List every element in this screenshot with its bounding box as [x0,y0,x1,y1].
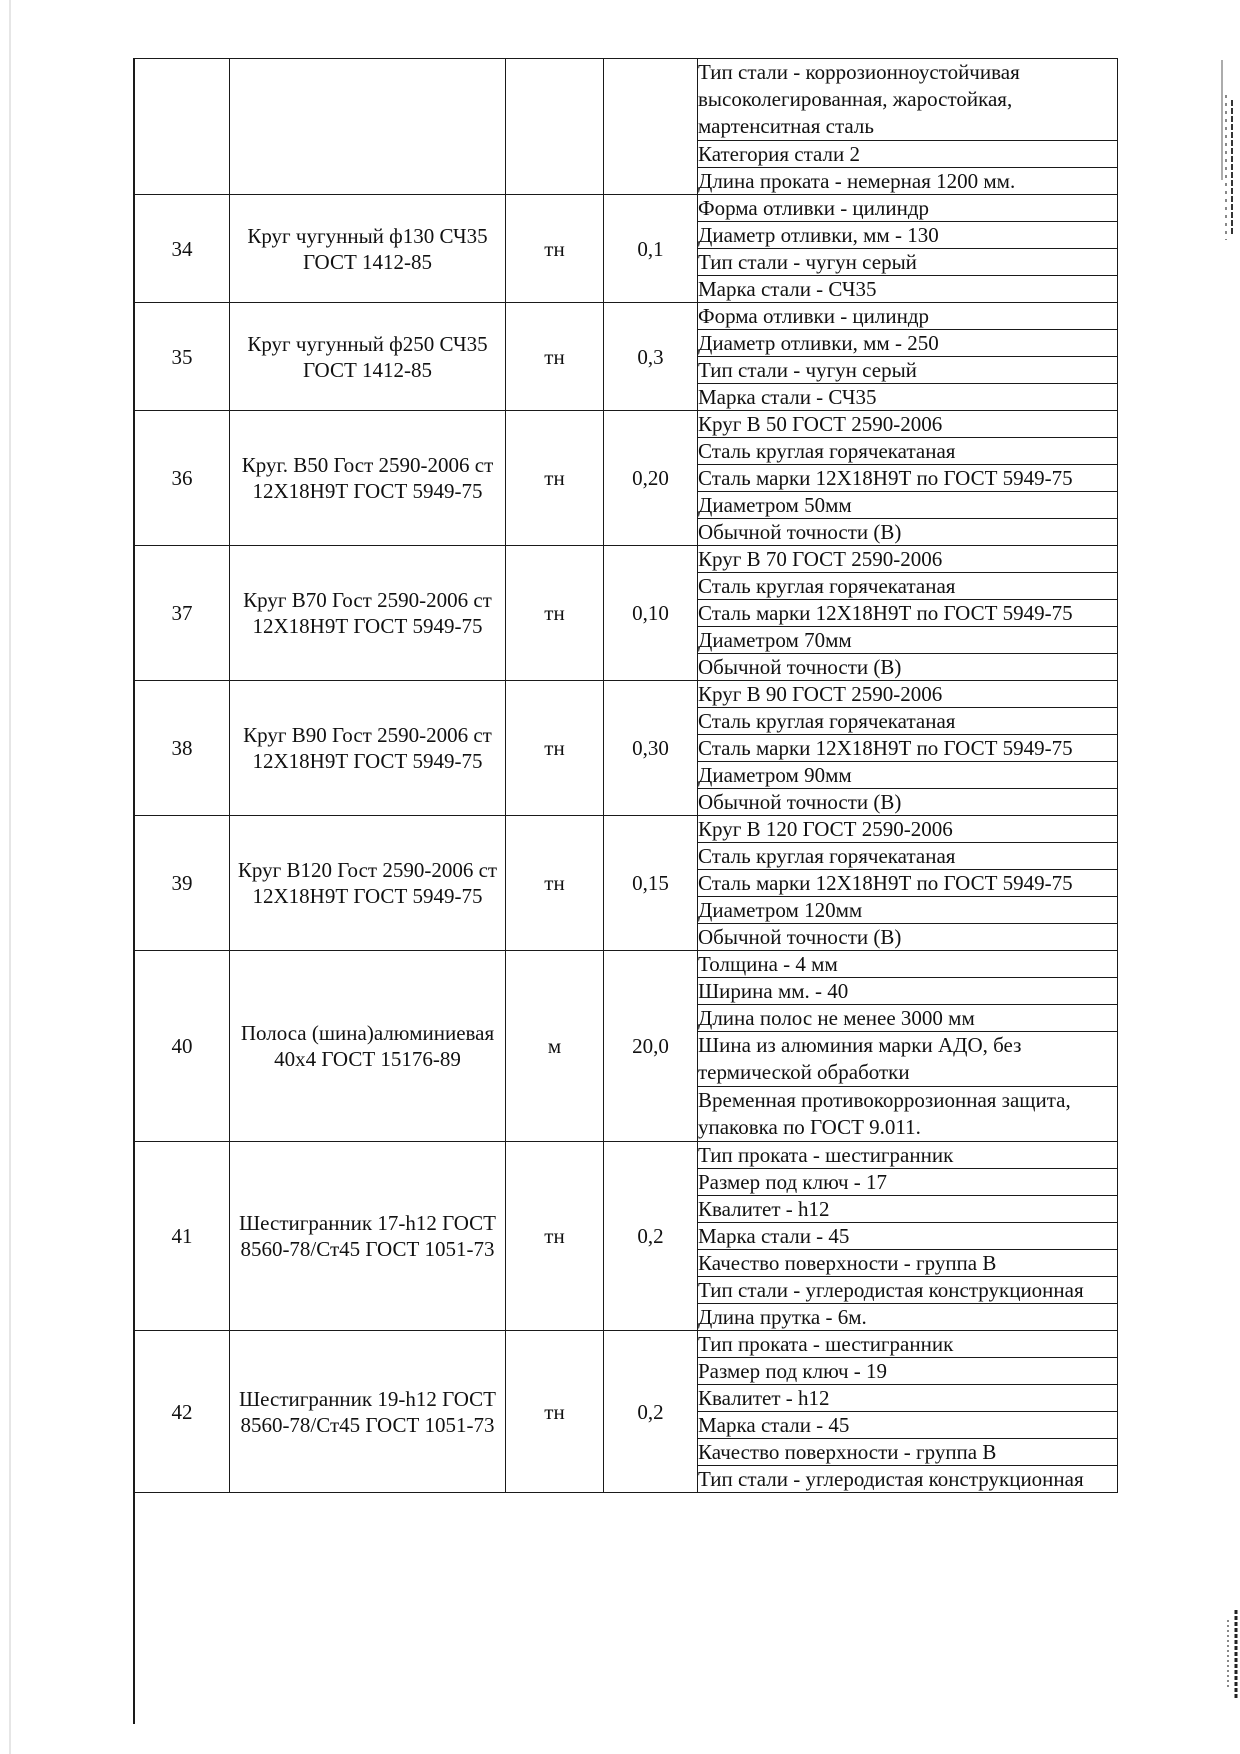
characteristic-cell: Размер под ключ - 17 [698,1169,1118,1196]
characteristic-cell: Тип стали - углеродистая конструкционная [698,1466,1118,1493]
characteristic-cell: Временная противокоррозионная защита, упаковка по ГОСТ 9.011. [698,1087,1118,1142]
continuation-unit-cell [506,59,604,195]
row-number: 39 [135,816,230,951]
characteristic-cell: Обычной точности (В) [698,654,1118,681]
quantity: 0,2 [604,1331,698,1493]
continuation-num-cell [135,59,230,195]
characteristic-cell: Диаметром 90мм [698,762,1118,789]
item-name: Полоса (шина)алюминиевая 40х4 ГОСТ 15176-89 [230,951,506,1142]
item-name: Круг чугунный ф130 СЧ35 ГОСТ 1412-85 [230,195,506,303]
characteristic-cell: Квалитет - h12 [698,1385,1118,1412]
characteristic-cell: Круг В 50 ГОСТ 2590-2006 [698,411,1118,438]
row-number: 41 [135,1142,230,1331]
characteristic-cell: Тип проката - шестигранник [698,1142,1118,1169]
row-number: 40 [135,951,230,1142]
characteristic-cell: Сталь круглая горячекатаная [698,573,1118,600]
quantity: 0,15 [604,816,698,951]
characteristic-cell: Тип стали - коррозионноустойчивая высоколегированная, жаростойкая, мартенситная сталь [698,59,1118,141]
characteristic-cell: Обычной точности (В) [698,519,1118,546]
table-row [135,816,1118,843]
characteristic-cell: Диаметр отливки, мм - 130 [698,222,1118,249]
unit-of-measure: м [506,951,604,1142]
row-number: 38 [135,681,230,816]
quantity: 20,0 [604,951,698,1142]
characteristic-cell: Длина проката - немерная 1200 мм. [698,168,1118,195]
table-row [135,546,1118,573]
characteristic-cell: Марка стали - 45 [698,1412,1118,1439]
item-name: Круг. В50 Гост 2590-2006 ст 12Х18Н9Т ГОСТ 5949-75 [230,411,506,546]
characteristic-cell: Сталь марки 12Х18Н9Т по ГОСТ 5949-75 [698,870,1118,897]
characteristic-cell: Круг В 90 ГОСТ 2590-2006 [698,681,1118,708]
characteristic-cell: Размер под ключ - 19 [698,1358,1118,1385]
continuation-qty-cell [604,59,698,195]
table-row [135,59,1118,141]
unit-of-measure: тн [506,1142,604,1331]
characteristic-cell: Длина прутка - 6м. [698,1304,1118,1331]
continuation-name-cell [230,59,506,195]
unit-of-measure: тн [506,303,604,411]
unit-of-measure: тн [506,816,604,951]
characteristic-cell: Тип стали - чугун серый [698,249,1118,276]
quantity: 0,10 [604,546,698,681]
characteristic-cell: Длина полос не менее 3000 мм [698,1005,1118,1032]
table-row [135,951,1118,978]
characteristic-cell: Сталь круглая горячекатаная [698,708,1118,735]
unit-of-measure: тн [506,681,604,816]
item-name: Шестигранник 19-h12 ГОСТ 8560-78/Ст45 ГОСТ 1051-73 [230,1331,506,1493]
characteristic-cell: Диаметром 120мм [698,897,1118,924]
characteristic-cell: Сталь круглая горячекатаная [698,843,1118,870]
table-row [135,681,1118,708]
item-name: Круг В70 Гост 2590-2006 ст 12Х18Н9Т ГОСТ 5949-75 [230,546,506,681]
table-row [135,1331,1118,1358]
characteristic-cell: Обычной точности (В) [698,789,1118,816]
unit-of-measure: тн [506,546,604,681]
characteristic-cell: Качество поверхности - группа В [698,1439,1118,1466]
item-name: Круг чугунный ф250 СЧ35 ГОСТ 1412-85 [230,303,506,411]
characteristic-cell: Квалитет - h12 [698,1196,1118,1223]
characteristic-cell: Форма отливки - цилиндр [698,303,1118,330]
characteristic-cell: Ширина мм. - 40 [698,978,1118,1005]
item-name: Круг В120 Гост 2590-2006 ст 12Х18Н9Т ГОСТ 5949-75 [230,816,506,951]
characteristic-cell: Сталь круглая горячекатаная [698,438,1118,465]
characteristic-cell: Круг В 120 ГОСТ 2590-2006 [698,816,1118,843]
table-body [135,59,1118,1493]
characteristic-cell: Диаметром 70мм [698,627,1118,654]
characteristic-cell: Тип стали - углеродистая конструкционная [698,1277,1118,1304]
row-number: 37 [135,546,230,681]
characteristic-cell: Сталь марки 12Х18Н9Т по ГОСТ 5949-75 [698,735,1118,762]
characteristic-cell: Диаметром 50мм [698,492,1118,519]
row-number: 36 [135,411,230,546]
characteristic-cell: Шина из алюминия марки АДО, без термической обработки [698,1032,1118,1087]
quantity: 0,20 [604,411,698,546]
unit-of-measure: тн [506,1331,604,1493]
characteristic-cell: Марка стали - СЧ35 [698,384,1118,411]
characteristic-cell: Качество поверхности - группа В [698,1250,1118,1277]
row-number: 35 [135,303,230,411]
unit-of-measure: тн [506,195,604,303]
table-row [135,1142,1118,1169]
item-name: Круг В90 Гост 2590-2006 ст 12Х18Н9Т ГОСТ 5949-75 [230,681,506,816]
characteristic-cell: Марка стали - СЧ35 [698,276,1118,303]
characteristic-cell: Диаметр отливки, мм - 250 [698,330,1118,357]
table-row [135,303,1118,330]
quantity: 0,1 [604,195,698,303]
table-row [135,195,1118,222]
characteristic-cell: Обычной точности (В) [698,924,1118,951]
characteristic-cell: Круг В 70 ГОСТ 2590-2006 [698,546,1118,573]
table-row [135,411,1118,438]
characteristic-cell: Толщина - 4 мм [698,951,1118,978]
characteristic-cell: Сталь марки 12Х18Н9Т по ГОСТ 5949-75 [698,465,1118,492]
characteristic-cell: Тип проката - шестигранник [698,1331,1118,1358]
characteristic-cell: Марка стали - 45 [698,1223,1118,1250]
row-number: 42 [135,1331,230,1493]
unit-of-measure: тн [506,411,604,546]
characteristic-cell: Сталь марки 12Х18Н9Т по ГОСТ 5949-75 [698,600,1118,627]
quantity: 0,2 [604,1142,698,1331]
quantity: 0,30 [604,681,698,816]
quantity: 0,3 [604,303,698,411]
characteristic-cell: Категория стали 2 [698,141,1118,168]
characteristic-cell: Тип стали - чугун серый [698,357,1118,384]
item-name: Шестигранник 17-h12 ГОСТ 8560-78/Ст45 ГОСТ 1051-73 [230,1142,506,1331]
row-number: 34 [135,195,230,303]
specification-table [134,58,1118,1493]
characteristic-cell: Форма отливки - цилиндр [698,195,1118,222]
